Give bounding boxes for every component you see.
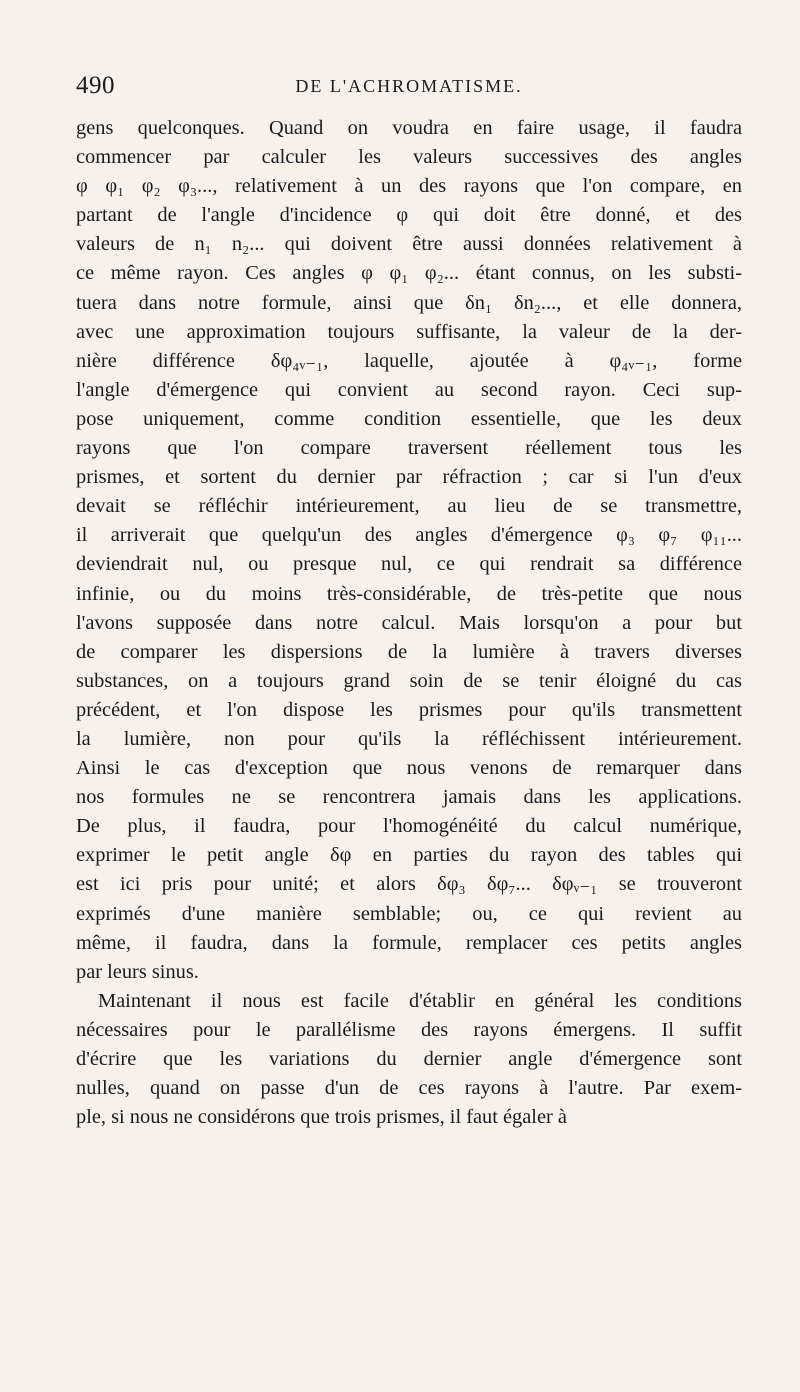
- text-line: deviendrait nul, ou presque nul, ce qui rendrait sa différence: [76, 553, 742, 576]
- text-line: nos formules ne se rencontrera jamais dans les applications.: [76, 786, 742, 809]
- text-line: de comparer les dispersions de la lumière à travers diverses: [76, 640, 742, 663]
- text-line: est ici pris pour unité; et alors δφ₃ δφ₇... δφᵥ₋₁ se trouveront: [76, 873, 742, 896]
- text-line: avec une approximation toujours suffisante, la valeur de la der-: [76, 320, 742, 343]
- text-line: même, il faudra, dans la formule, remplacer ces petits angles: [76, 931, 742, 954]
- text-line: gens quelconques. Quand on voudra en faire usage, il faudra: [76, 117, 742, 139]
- text-line: nière différence δφ₄ᵥ₋₁, laquelle, ajoutée à φ₄ᵥ₋₁, forme: [76, 349, 742, 372]
- text-line: commencer par calculer les valeurs successives des angles: [76, 146, 742, 169]
- text-line: Ainsi le cas d'exception que nous venons de remarquer dans: [76, 757, 742, 780]
- text-line: Maintenant il nous est facile d'établir en général les conditions: [98, 989, 742, 1012]
- page-header: [76, 62, 742, 102]
- text-line: infinie, ou du moins très-considérable, de très-petite que nous: [76, 582, 742, 605]
- text-line: par leurs sinus.: [76, 960, 199, 983]
- text-line: exprimés d'une manière semblable; ou, ce qui revient au: [76, 902, 742, 925]
- text-line: prismes, et sortent du dernier par réfraction ; car si l'un d'eux: [76, 466, 742, 489]
- text-line: ple, si nous ne considérons que trois prismes, il faut égaler à: [76, 1106, 567, 1129]
- body-text: [76, 114, 742, 1132]
- text-line: ce même rayon. Ces angles φ φ₁ φ₂... étant connus, on les substi-: [76, 262, 742, 285]
- page-number: 490: [76, 72, 115, 99]
- text-line: tuera dans notre formule, ainsi que δn₁ δn₂..., et elle donnera,: [76, 291, 742, 314]
- text-line: l'angle d'émergence qui convient au second rayon. Ceci sup-: [76, 378, 742, 401]
- text-line: nécessaires pour le parallélisme des rayons émergens. Il suffit: [76, 1018, 742, 1041]
- text-line: pose uniquement, comme condition essentielle, que les deux: [76, 407, 742, 430]
- text-line: devait se réfléchir intérieurement, au lieu de se transmettre,: [76, 495, 742, 518]
- paragraph: [76, 114, 742, 987]
- text-line: d'écrire que les variations du dernier angle d'émergence sont: [76, 1048, 742, 1070]
- text-line: la lumière, non pour qu'ils la réfléchissent intérieurement.: [76, 727, 742, 750]
- paragraph: [76, 987, 742, 1132]
- text-line: il arriverait que quelqu'un des angles d'émergence φ₃ φ₇ φ₁₁...: [76, 524, 742, 547]
- text-line: exprimer le petit angle δφ en parties du rayon des tables qui: [76, 844, 742, 867]
- text-line: précédent, et l'on dispose les prismes pour qu'ils transmettent: [76, 698, 742, 721]
- text-line: De plus, il faudra, pour l'homogénéité du calcul numérique,: [76, 815, 742, 838]
- running-head: DE L'ACHROMATISME.: [295, 76, 523, 96]
- text-line: substances, on a toujours grand soin de se tenir éloigné du cas: [76, 669, 742, 692]
- text-line: nulles, quand on passe d'un de ces rayons à l'autre. Par exem-: [76, 1077, 742, 1100]
- text-line: partant de l'angle d'incidence φ qui doit être donné, et des: [76, 204, 742, 227]
- text-line: valeurs de n₁ n₂... qui doivent être aussi données relativement à: [76, 233, 742, 256]
- text-line: rayons que l'on compare traversent réellement tous les: [76, 437, 742, 460]
- text-line: l'avons supposée dans notre calcul. Mais lorsqu'on a pour but: [76, 611, 742, 634]
- text-line: φ φ₁ φ₂ φ₃..., relativement à un des rayons que l'on compare, en: [76, 175, 742, 198]
